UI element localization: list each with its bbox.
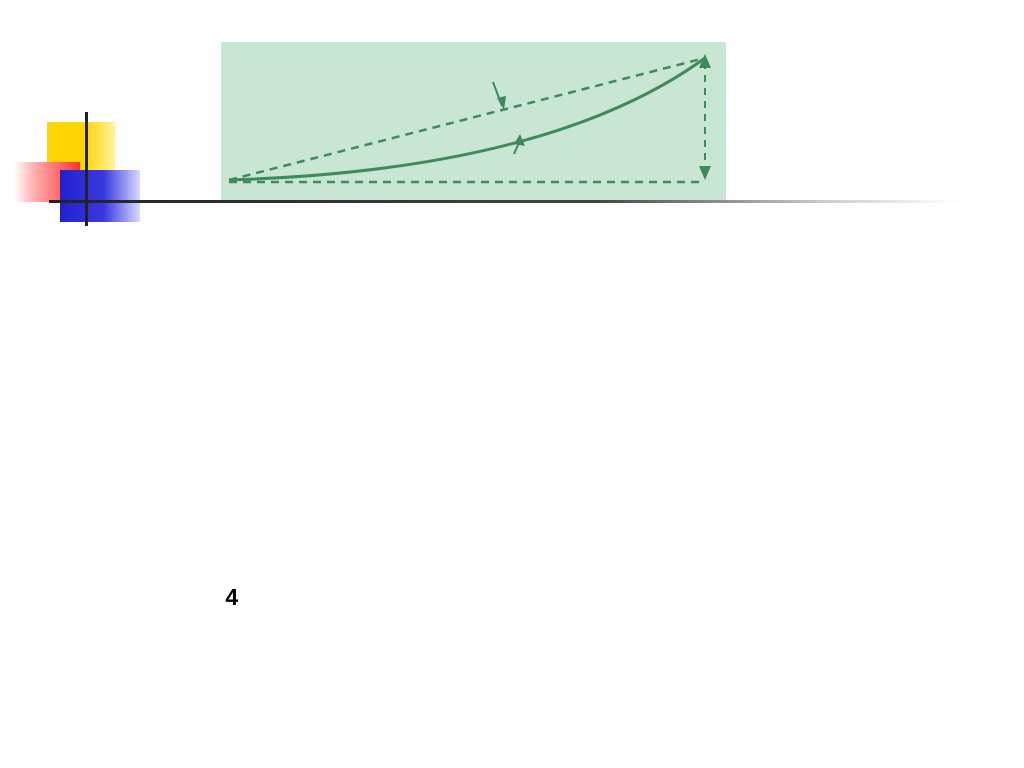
delta-arrow-bottom xyxy=(699,166,711,180)
slide-title xyxy=(160,12,1020,46)
bent-strip-diagram xyxy=(221,42,726,200)
bent-strip-svg xyxy=(221,42,726,200)
z-arrow-top xyxy=(497,96,506,110)
equation-line-2 xyxy=(173,617,185,644)
r-formula-numerator-line xyxy=(173,652,205,674)
horizontal-line xyxy=(49,200,961,203)
blue-square xyxy=(60,170,140,222)
chord-dashed-line xyxy=(229,58,705,180)
equation-line-1: 4 xyxy=(225,584,239,610)
vertical-line xyxy=(85,112,88,226)
